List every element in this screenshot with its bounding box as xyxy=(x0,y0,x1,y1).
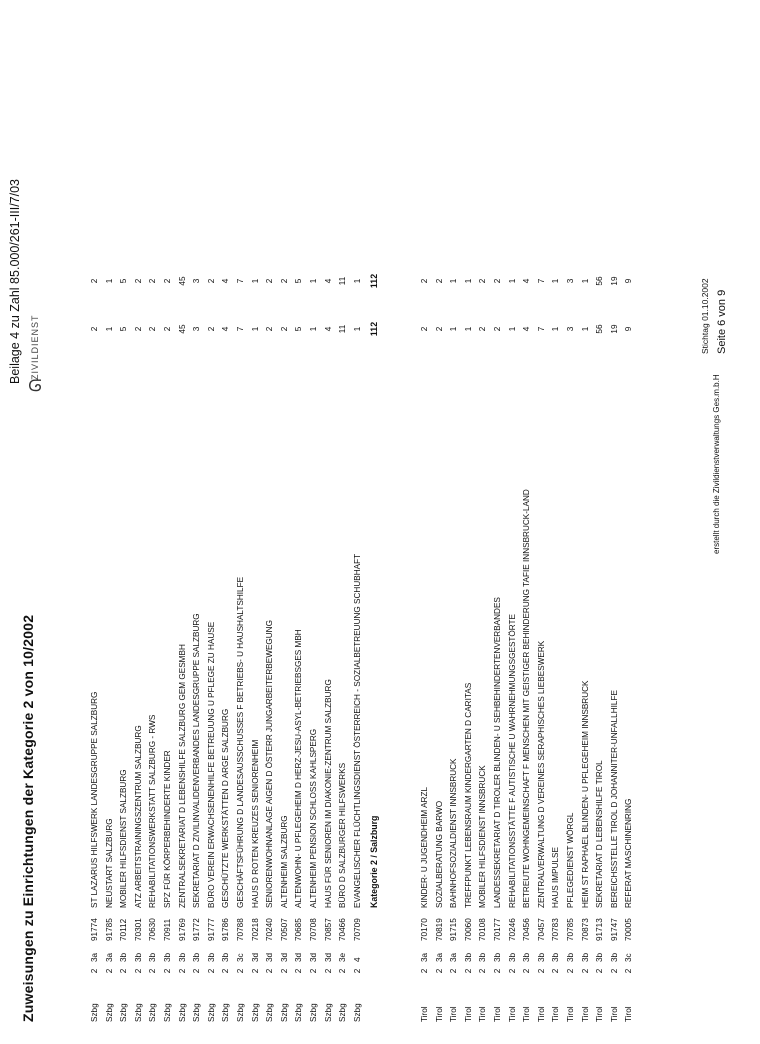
subkategorie-cell: 3d xyxy=(265,952,275,962)
zuweisungen-cell: 2 xyxy=(90,326,99,332)
summe-cell: 2 xyxy=(206,278,216,284)
summe-cell: 1 xyxy=(250,278,260,284)
bundesland-cell: Szbg xyxy=(192,1003,202,1022)
bundesland-cell: Szbg xyxy=(338,1003,348,1022)
kategorie-cell: 2 xyxy=(551,968,561,974)
subkategorie-cell: 3a xyxy=(90,952,99,962)
subkategorie-cell: 3b xyxy=(478,952,488,962)
einrichtung-name-cell: NEUSTART SALZBURG xyxy=(104,818,114,908)
kategorie-cell: 2 xyxy=(493,968,502,974)
bundesland-cell: Tirol xyxy=(507,1006,517,1022)
zuweisungen-cell: 1 xyxy=(352,326,362,332)
einrichtung-nr-cell: 70466 xyxy=(338,918,348,941)
summe-cell: 2 xyxy=(493,278,502,284)
zuweisungen-cell: 45 xyxy=(177,324,187,334)
subkategorie-cell: 3b xyxy=(119,952,129,962)
subkategorie-cell: 3b xyxy=(566,952,575,962)
bundesland-cell: Tirol xyxy=(420,1006,429,1022)
kategorie-cell: 2 xyxy=(507,968,517,974)
summe-cell: 1 xyxy=(352,278,362,284)
einrichtung-nr-cell: 70060 xyxy=(463,918,473,941)
einrichtung-name-cell: REHABILITATIONSWERKSTATT SALZBURG - RWS xyxy=(148,714,158,908)
kategorie-cell: 2 xyxy=(265,968,275,974)
zuweisungen-cell: 19 xyxy=(609,324,619,334)
einrichtung-nr-cell: 70630 xyxy=(148,918,158,941)
zuweisungen-cell: 2 xyxy=(493,326,502,332)
einrichtung-name-cell: SEKRETARIAT D ZIVILINVALIDENVERBANDES LANDESGRUPPE SALZBURG xyxy=(192,613,202,908)
einrichtung-nr-cell: 70112 xyxy=(119,918,129,941)
summe-cell: 1 xyxy=(507,278,517,284)
kategorie-cell: 2 xyxy=(580,968,590,974)
einrichtung-name-cell: ALTENHEIM PENSION SCHLOSS KAHLSPERG xyxy=(309,728,318,908)
subkategorie-cell: 3b xyxy=(133,952,143,962)
subkategorie-cell: 3d xyxy=(309,952,318,962)
bundesland-cell: Szbg xyxy=(309,1003,318,1022)
subkategorie-cell: 3a xyxy=(104,952,114,962)
einrichtung-name-cell: ZENTRALVERWALTUNG D VEREINES SERAPHISCHES LIEBESWERK xyxy=(536,640,546,908)
summe-cell: 1 xyxy=(580,278,590,284)
subkategorie-cell: 3d xyxy=(250,952,260,962)
zuweisungen-cell: 2 xyxy=(265,326,275,332)
zuweisungen-cell: 2 xyxy=(206,326,216,332)
einrichtung-name-cell: HEIM ST RAPHAEL BLINDEN- U PFLEGEHEIM INNSBRUCK xyxy=(580,680,590,908)
bundesland-cell: Szbg xyxy=(148,1003,158,1022)
subkategorie-cell: 3d xyxy=(279,952,289,962)
summe-cell: 7 xyxy=(536,278,546,284)
kategorie-cell: 2 xyxy=(206,968,216,974)
stichtag-date: Stichtag 01.10.2002 xyxy=(700,278,710,354)
kategorie-cell: 2 xyxy=(163,968,172,974)
einrichtung-name-cell: HAUS FÜR SENIOREN IM DIAKONIE-ZENTRUM SALZBURG xyxy=(323,679,333,908)
einrichtung-nr-cell: 70788 xyxy=(236,918,245,941)
zuweisungen-cell: 5 xyxy=(119,326,129,332)
summe-cell: 2 xyxy=(133,278,143,284)
kategorie-cell: 2 xyxy=(624,968,634,974)
bundesland-cell: Szbg xyxy=(133,1003,143,1022)
einrichtung-name-cell: LANDESSEKRETARIAT D TIROLER BLINDEN- U SEHBEHINDERTENVERBANDES xyxy=(493,597,502,908)
bundesland-cell: Szbg xyxy=(163,1003,172,1022)
zuweisungen-cell: 1 xyxy=(551,326,561,332)
summe-cell: 1 xyxy=(104,278,114,284)
zuweisungen-cell: 1 xyxy=(507,326,517,332)
einrichtung-name-cell: SOZIALBERATUNG BARWO xyxy=(434,800,444,908)
summe-cell: 2 xyxy=(279,278,289,284)
kategorie-cell: 2 xyxy=(449,968,459,974)
kategorie-cell: 2 xyxy=(250,968,260,974)
zuweisungen-cell: 2 xyxy=(148,326,158,332)
einrichtung-name-cell: KINDER- U JUGENDHEIM ARZL xyxy=(420,786,429,908)
einrichtung-name-cell: MOBILER HILFSDIENST INNSBRUCK xyxy=(478,765,488,908)
kategorie-cell: 2 xyxy=(309,968,318,974)
zuweisungen-cell: 9 xyxy=(624,326,634,332)
summe-cell: 5 xyxy=(294,278,304,284)
zuweisungen-cell: 2 xyxy=(133,326,143,332)
subkategorie-cell: 4 xyxy=(352,957,362,962)
einrichtung-name-cell: ALTENWOHN- U PFLEGEHEIM D HERZ-JESU-ASYL-BETRIEBSGES MBH xyxy=(294,629,304,908)
einrichtung-name-cell: ST LAZARUS HILFSWERK LANDESGRUPPE SALZBURG xyxy=(90,691,99,908)
bundesland-cell: Tirol xyxy=(609,1006,619,1022)
kategorie-cell: 2 xyxy=(323,968,333,974)
summe-cell: 56 xyxy=(595,276,605,286)
einrichtung-name-cell: REFERAT MASCHINENRING xyxy=(624,798,634,908)
subkategorie-cell: 3c xyxy=(236,953,245,962)
einrichtung-name-cell: PFLEGEDIENST WÖRGL xyxy=(566,812,575,908)
kategorie-cell: 2 xyxy=(338,968,348,974)
einrichtung-name-cell: TREFFPUNKT LEBENSRAUM KINDERGARTEN D CARITAS xyxy=(463,682,473,908)
bundesland-cell: Szbg xyxy=(250,1003,260,1022)
summe-cell: 9 xyxy=(624,278,634,284)
einrichtung-nr-cell: 70685 xyxy=(294,918,304,941)
subkategorie-cell: 3b xyxy=(177,952,187,962)
footer-creator: erstellt durch die Zivildienstverwaltungs Ges.m.b.H xyxy=(712,374,721,554)
einrichtung-nr-cell: 91769 xyxy=(177,918,187,941)
subkategorie-cell: 3b xyxy=(609,952,619,962)
kategorie-cell: 2 xyxy=(609,968,619,974)
einrichtung-nr-cell: 91747 xyxy=(609,918,619,941)
total-summe: 112 xyxy=(369,273,380,289)
einrichtung-nr-cell: 70819 xyxy=(434,918,444,941)
zuweisungen-cell: 3 xyxy=(566,326,575,332)
kategorie-cell: 2 xyxy=(221,968,231,974)
subkategorie-cell: 3e xyxy=(338,952,348,962)
subkategorie-cell: 3b xyxy=(551,952,561,962)
einrichtung-name-cell: BEREICHSSTELLE TIROL D JOHANNITER-UNFALLHILFE xyxy=(609,690,619,908)
zuweisungen-cell: 1 xyxy=(309,326,318,332)
bundesland-cell: Szbg xyxy=(352,1003,362,1022)
summe-cell: 1 xyxy=(449,278,459,284)
bundesland-cell: Tirol xyxy=(536,1006,546,1022)
zivildienst-logo-icon: ᘏ xyxy=(28,378,45,392)
subkategorie-cell: 3b xyxy=(206,952,216,962)
subkategorie-cell: 3c xyxy=(624,953,634,962)
zuweisungen-cell: 1 xyxy=(580,326,590,332)
subkategorie-cell: 3b xyxy=(493,952,502,962)
einrichtung-name-cell: ATZ ARBEITSTRAININGSZENTRUM SALZBURG xyxy=(133,725,143,908)
summe-cell: 2 xyxy=(434,278,444,284)
kategorie-cell: 2 xyxy=(148,968,158,974)
subkategorie-cell: 3b xyxy=(522,952,532,962)
kategorie-cell: 2 xyxy=(133,968,143,974)
zuweisungen-cell: 7 xyxy=(536,326,546,332)
bundesland-cell: Szbg xyxy=(236,1003,245,1022)
einrichtung-nr-cell: 70177 xyxy=(493,918,502,941)
zuweisungen-cell: 2 xyxy=(279,326,289,332)
bundesland-cell: Szbg xyxy=(104,1003,114,1022)
einrichtung-nr-cell: 91786 xyxy=(221,918,231,941)
einrichtung-nr-cell: 91774 xyxy=(90,918,99,941)
summe-cell: 19 xyxy=(609,276,619,286)
page-number: Seite 6 von 9 xyxy=(716,289,728,354)
subkategorie-cell: 3b xyxy=(463,952,473,962)
bundesland-cell: Szbg xyxy=(177,1003,187,1022)
kategorie-cell: 2 xyxy=(478,968,488,974)
summe-cell: 5 xyxy=(119,278,129,284)
einrichtung-nr-cell: 70301 xyxy=(133,918,143,941)
zuweisungen-cell: 1 xyxy=(250,326,260,332)
kategorie-cell: 2 xyxy=(566,968,575,974)
total-zuweisungen: 112 xyxy=(369,321,380,337)
summe-cell: 1 xyxy=(309,278,318,284)
zuweisungen-cell: 2 xyxy=(163,326,172,332)
bundesland-cell: Tirol xyxy=(551,1006,561,1022)
subkategorie-cell: 3a xyxy=(449,952,459,962)
zuweisungen-cell: 56 xyxy=(595,324,605,334)
bundesland-cell: Szbg xyxy=(119,1003,129,1022)
einrichtung-nr-cell: 70507 xyxy=(279,918,289,941)
einrichtung-nr-cell: 70218 xyxy=(250,918,260,941)
zuweisungen-cell: 4 xyxy=(522,326,532,332)
einrichtung-nr-cell: 70456 xyxy=(522,918,532,941)
summe-cell: 1 xyxy=(551,278,561,284)
subkategorie-cell: 3d xyxy=(294,952,304,962)
bundesland-cell: Tirol xyxy=(478,1006,488,1022)
kategorie-cell: 2 xyxy=(294,968,304,974)
einrichtung-name-cell: REHABILITATIONSSTÄTTE F AUTISTISCHE U WAHRNEHMUNGSGESTÖRTE xyxy=(507,613,517,908)
einrichtung-name-cell: SEKRETARIAT D LEBENSHILFE TIROL xyxy=(595,760,605,908)
zuweisungen-cell: 5 xyxy=(294,326,304,332)
einrichtung-nr-cell: 70108 xyxy=(478,918,488,941)
summe-cell: 7 xyxy=(236,278,245,284)
einrichtung-name-cell: HAUS D ROTEN KREUZES SENIORENHEIM xyxy=(250,739,260,908)
kategorie-cell: 2 xyxy=(536,968,546,974)
zuweisungen-cell: 11 xyxy=(338,324,348,334)
zuweisungen-cell: 1 xyxy=(449,326,459,332)
summe-cell: 4 xyxy=(323,278,333,284)
zuweisungen-cell: 2 xyxy=(478,326,488,332)
summe-cell: 2 xyxy=(420,278,429,284)
bundesland-cell: Tirol xyxy=(434,1006,444,1022)
total-label: Kategorie 2 / Salzburg xyxy=(369,815,380,908)
einrichtung-nr-cell: 91772 xyxy=(192,918,202,941)
bundesland-cell: Szbg xyxy=(221,1003,231,1022)
kategorie-cell: 2 xyxy=(463,968,473,974)
zuweisungen-cell: 4 xyxy=(323,326,333,332)
summe-cell: 3 xyxy=(192,278,202,284)
subkategorie-cell: 3b xyxy=(580,952,590,962)
kategorie-cell: 2 xyxy=(352,968,362,974)
bundesland-cell: Tirol xyxy=(493,1006,502,1022)
zuweisungen-cell: 1 xyxy=(463,326,473,332)
bundesland-cell: Szbg xyxy=(90,1003,99,1022)
einrichtung-nr-cell: 70911 xyxy=(163,918,172,941)
subkategorie-cell: 3b xyxy=(595,952,605,962)
einrichtung-name-cell: BAHNHOFSOZIALDIENST INNSBRUCK xyxy=(449,758,459,908)
kategorie-cell: 2 xyxy=(90,968,99,974)
einrichtung-name-cell: ZENTRALSEKRETARIAT D LEBENSHILFE SALZBURG GEM GESMBH xyxy=(177,644,187,908)
zuweisungen-cell: 4 xyxy=(221,326,231,332)
subkategorie-cell: 3b xyxy=(536,952,546,962)
kategorie-cell: 2 xyxy=(177,968,187,974)
subkategorie-cell: 3b xyxy=(192,952,202,962)
bundesland-cell: Tirol xyxy=(449,1006,459,1022)
subkategorie-cell: 3b xyxy=(507,952,517,962)
kategorie-cell: 2 xyxy=(119,968,129,974)
bundesland-cell: Szbg xyxy=(206,1003,216,1022)
bundesland-cell: Szbg xyxy=(265,1003,275,1022)
subkategorie-cell: 3b xyxy=(163,952,172,962)
summe-cell: 2 xyxy=(478,278,488,284)
einrichtung-name-cell: SPZ FÜR KÖRPERBEHINDERTE KINDER xyxy=(163,750,172,908)
beilage-reference: Beilage 4 zu Zahl 85.000/261-III/7/03 xyxy=(8,178,22,384)
bundesland-cell: Szbg xyxy=(323,1003,333,1022)
summe-cell: 2 xyxy=(90,278,99,284)
einrichtung-nr-cell: 70709 xyxy=(352,918,362,941)
kategorie-cell: 2 xyxy=(522,968,532,974)
einrichtung-nr-cell: 70005 xyxy=(624,918,634,941)
einrichtung-name-cell: ALTENHEIM SALZBURG xyxy=(279,815,289,908)
kategorie-cell: 2 xyxy=(279,968,289,974)
einrichtung-nr-cell: 70708 xyxy=(309,918,318,941)
summe-cell: 2 xyxy=(163,278,172,284)
bundesland-cell: Szbg xyxy=(279,1003,289,1022)
kategorie-cell: 2 xyxy=(420,968,429,974)
einrichtung-name-cell: HAUS IMPULSE xyxy=(551,847,561,908)
bundesland-cell: Tirol xyxy=(624,1006,634,1022)
summe-cell: 2 xyxy=(265,278,275,284)
subkategorie-cell: 3a xyxy=(434,952,444,962)
kategorie-cell: 2 xyxy=(192,968,202,974)
zuweisungen-cell: 7 xyxy=(236,326,245,332)
einrichtung-nr-cell: 70240 xyxy=(265,918,275,941)
subkategorie-cell: 3d xyxy=(323,952,333,962)
subkategorie-cell: 3b xyxy=(148,952,158,962)
kategorie-cell: 2 xyxy=(595,968,605,974)
bundesland-cell: Szbg xyxy=(294,1003,304,1022)
zuweisungen-cell: 2 xyxy=(420,326,429,332)
kategorie-cell: 2 xyxy=(104,968,114,974)
zuweisungen-cell: 2 xyxy=(434,326,444,332)
summe-cell: 2 xyxy=(148,278,158,284)
zuweisungen-cell: 3 xyxy=(192,326,202,332)
einrichtung-nr-cell: 70246 xyxy=(507,918,517,941)
subkategorie-cell: 3a xyxy=(420,952,429,962)
einrichtung-nr-cell: 70170 xyxy=(420,918,429,941)
einrichtung-name-cell: GESCHÜTZTE WERKSTÄTTEN D ARGE SALZBURG xyxy=(221,708,231,908)
bundesland-cell: Tirol xyxy=(580,1006,590,1022)
bundesland-cell: Tirol xyxy=(463,1006,473,1022)
einrichtung-name-cell: BÜRO D SALZBURGER HILFSWERKS xyxy=(338,762,348,908)
summe-cell: 45 xyxy=(177,276,187,286)
einrichtung-name-cell: SENIORENWOHNANLAGE AIGEN D ÖSTERR JUNGARBEITERBEWEGUNG xyxy=(265,620,275,908)
einrichtung-nr-cell: 70873 xyxy=(580,918,590,941)
subkategorie-cell: 3b xyxy=(221,952,231,962)
einrichtung-nr-cell: 70783 xyxy=(551,918,561,941)
einrichtung-name-cell: BETREUTE WOHNGEMEINSCHAFT F MENSCHEN MIT GEISTIGER BEHINDERUNG TAFIE INNSBRUCK-LAND xyxy=(522,489,532,908)
einrichtung-nr-cell: 70785 xyxy=(566,918,575,941)
summe-cell: 11 xyxy=(338,276,348,286)
bundesland-cell: Tirol xyxy=(595,1006,605,1022)
einrichtung-nr-cell: 91785 xyxy=(104,918,114,941)
bundesland-cell: Tirol xyxy=(566,1006,575,1022)
einrichtung-name-cell: BÜRO VEREIN ERWACHSENENHILFE BETREUUNG U PFLEGE ZU HAUSE xyxy=(206,621,216,908)
zivildienst-logo-text: ZIVILDIENST xyxy=(30,314,40,380)
einrichtung-nr-cell: 91713 xyxy=(595,918,605,941)
einrichtung-nr-cell: 70857 xyxy=(323,918,333,941)
zuweisungen-cell: 1 xyxy=(104,326,114,332)
summe-cell: 4 xyxy=(522,278,532,284)
kategorie-cell: 2 xyxy=(434,968,444,974)
einrichtung-nr-cell: 70457 xyxy=(536,918,546,941)
einrichtung-nr-cell: 91715 xyxy=(449,918,459,941)
einrichtung-name-cell: GESCHÄFTSFÜHRUNG D LANDESAUSSCHUSSES F BETRIEBS- U HAUSHALTSHILFE xyxy=(236,576,245,908)
bundesland-cell: Tirol xyxy=(522,1006,532,1022)
einrichtung-name-cell: MOBILER HILFSDIENST SALZBURG xyxy=(119,769,129,908)
kategorie-cell: 2 xyxy=(236,968,245,974)
summe-cell: 3 xyxy=(566,278,575,284)
einrichtung-nr-cell: 91777 xyxy=(206,918,216,941)
einrichtung-name-cell: EVANGELISCHER FLÜCHTLINGSDIENST ÖSTERREICH - SOZIALBETREUUNG SCHUBHAFT xyxy=(352,553,362,908)
summe-cell: 4 xyxy=(221,278,231,284)
document-title: Zuweisungen zu Einrichtungen der Kategorie 2 von 10/2002 xyxy=(20,614,36,1022)
summe-cell: 1 xyxy=(463,278,473,284)
